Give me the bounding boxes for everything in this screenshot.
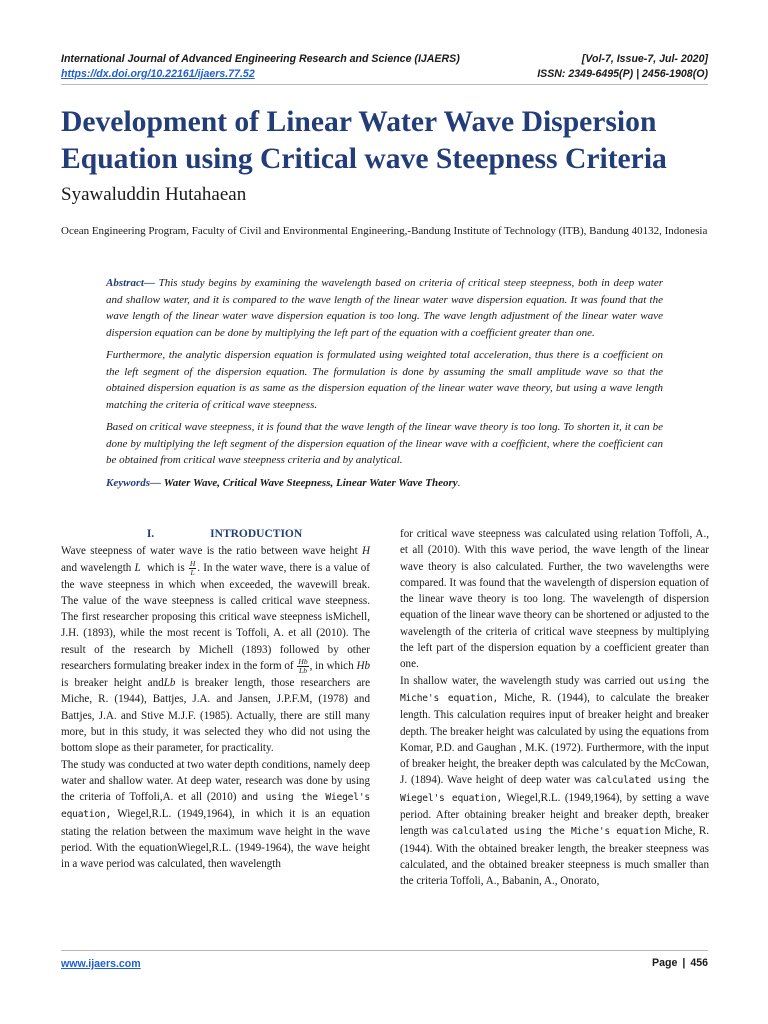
abstract-label: Abstract— (106, 277, 155, 289)
abstract-paragraph-3: Based on critical wave steepness, it is found that the wave length of the linear wave theory is too long. To shorten it, it can be done by multiplying the left segment of the dispersion equation of the linear wave with a coefficient, where the coefficient can be obtained from critical wave steepness criteria and by analytical. (106, 421, 663, 466)
abstract (106, 275, 663, 497)
symbol-Lb: Lb (163, 677, 176, 690)
author-name: Syawaluddin Hutahaean (61, 184, 247, 205)
issn: ISSN: 2349-6495(P) | 2456-1908(O) (537, 68, 708, 80)
fraction-steepness (189, 560, 196, 577)
fraction-denominator: Lb (299, 666, 307, 676)
page-number-value: 456 (690, 957, 708, 969)
paper-title: Development of Linear Water Wave Dispersion Equation using Critical wave Steepness Criteria (61, 106, 667, 175)
footer-divider (61, 950, 708, 951)
author-affiliation: Ocean Engineering Program, Faculty of Civil and Environmental Engineering,-Bandung Institute of Technology (ITB), Bandung 40132, Indonesia (61, 225, 708, 237)
section-number: I. (146, 528, 155, 540)
text-span: Wave steepness of water wave is the ratio between wave height (61, 545, 358, 558)
equation-reference: calculated using the Wiegel's equation, (400, 775, 709, 804)
journal-website-link[interactable]: www.ijaers.com (61, 958, 141, 970)
text-span: The study was conducted at two water depth conditions, namely deep water and shallow water. At deep water, research was done by using the criteria of Toffoli,A. et all (2010) (61, 758, 370, 804)
text-span: which is (147, 561, 185, 574)
section-heading-introduction (61, 526, 370, 542)
page-label: Page (652, 957, 678, 969)
abstract-paragraph-1 (106, 275, 663, 341)
fraction-denominator: L (190, 567, 195, 577)
abstract-paragraph-2: Furthermore, the analytic dispersion equation is formulated using weighted total acceleration, thus there is a coefficient on the left segment of the dispersion equation. The formulation is done by assuming the small amplitude wave so that the obtained dispersion equation is as same as the dispersion equation of the linear water wave theory, but using a wave length matching the criteria of critical wave steepness. (106, 349, 663, 411)
page-number (652, 957, 708, 969)
keywords-text: Water Wave, Critical Wave Steepness, Linear Water Wave Theory (163, 476, 458, 489)
keywords (106, 475, 663, 492)
doi-link[interactable]: https://dx.doi.org/10.22161/ijaers.77.52 (61, 68, 255, 80)
page-separator: | (682, 957, 686, 969)
fraction-numerator: H (189, 558, 196, 568)
journal-name: International Journal of Advanced Engineering Research and Science (IJAERS) (61, 53, 460, 65)
equation-reference: and using the Wiegel's equation, (61, 792, 370, 821)
body-column-right (400, 526, 709, 890)
symbol-Hb: Hb (356, 660, 370, 673)
text-span: Wiegel,R.L. (1949,1964), in which it is an equation stating the relation between the maximum wave height in the wave period. With the equationWiegel,R.L. (1949-1964), the wave height in a wave period was calculated, then wavelength (61, 808, 370, 871)
equation-reference: calculated using the Miche's equation (451, 826, 661, 838)
fraction-numerator: Hb (298, 657, 308, 667)
intro-paragraph-2 (61, 757, 370, 873)
symbol-H: H (361, 545, 370, 558)
equation-reference: using the Miche's equation, (400, 675, 709, 704)
section-title: INTRODUCTION (210, 528, 303, 540)
intro-paragraph-3: for critical wave steepness was calculated using relation Toffoli, A., et all (2010). With this wave period, the wave length of the linear wave theory is also calculated. Further, the two wavelengths were compared. It was found that the wavelength of dispersion equation of the linear wave theory is too long. The wavelength of dispersion equation of the linear wave theory can be shortened or adjusted to the wavelength of the criteria of critical wave steepness by multiplying the left part of the dispersion equation by a coefficient greater than one. (400, 528, 709, 671)
text-span: In shallow water, the wavelength study was carried out (400, 674, 654, 687)
text-span: . In the water wave, there is a value of the wave steepness in which when exceeded, the wavewill break. The value of the wave steepness is called critical wave steepness. The first researcher proposing this critical wave steepness isMichell, J.H. (1893), while the most recent is Toffoli, A. et all (2010). The result of the research by Michell (1893) followed by other researchers formulating breaker index in the form of (61, 561, 370, 673)
abstract-text-1: This study begins by examining the wavelength based on criteria of critical steep steepness, both in deep water and shallow water, and it is compared to the wave length of the linear water wave dispersion equation. It was found that the wave length of the linear water wave dispersion equation is too long. The wave length adjustment of the linear water wave dispersion equation can be done by multiplying the left part of the equation with a coefficient greater than one. (106, 277, 663, 339)
text-span: is breaker length, those researchers are Miche, R. (1944), Battjes, J.A. and Jansen, J.P.F.M, (1978) and Battjes, J.A. and Stive M.J.F. (1985). Actually, there are still many more, but in this study, it was selected they who did not using the bottom slope as their parameter, for practicality. (61, 677, 370, 755)
text-span: Wiegel,R.L. (1949,1964), by setting a wave period. After obtaining breaker height and breaker depth, breaker length was (400, 791, 710, 838)
text-span: Miche, R. (1944). With the obtained breaker length, the breaker steepness was calculated, and the obtained breaker steepness is much smaller than the criteria Toffoli, A., Babanin, A., Onorato, (400, 825, 709, 888)
text-span: and wavelength (61, 561, 132, 574)
symbol-L: L (134, 561, 141, 574)
fraction-breaker-index (297, 658, 308, 675)
header-divider (61, 84, 708, 85)
running-header-left (61, 52, 460, 82)
running-header-right (537, 52, 708, 82)
text-span: is breaker height and (61, 677, 164, 690)
intro-paragraph-4 (400, 673, 709, 890)
body-column-left (61, 526, 370, 873)
intro-paragraph-1 (61, 543, 370, 756)
text-span: Miche, R. (1944), to calculate the breaker length. This calculation requires input of breaker height and breaker depth. The breaker height was calculated by using the equations from Komar, P.D. and Gaughan , M.K. (1972). Furthermore, with the input of breaker height, the breaker depth was calculated by the McCowan, J. (1894). Wave height of deep water was (400, 691, 709, 787)
keywords-label: Keywords— (106, 476, 161, 489)
keywords-end: . (457, 476, 461, 489)
text-span: , in which (309, 660, 354, 673)
volume-issue: [Vol-7, Issue-7, Jul- 2020] (581, 53, 708, 65)
